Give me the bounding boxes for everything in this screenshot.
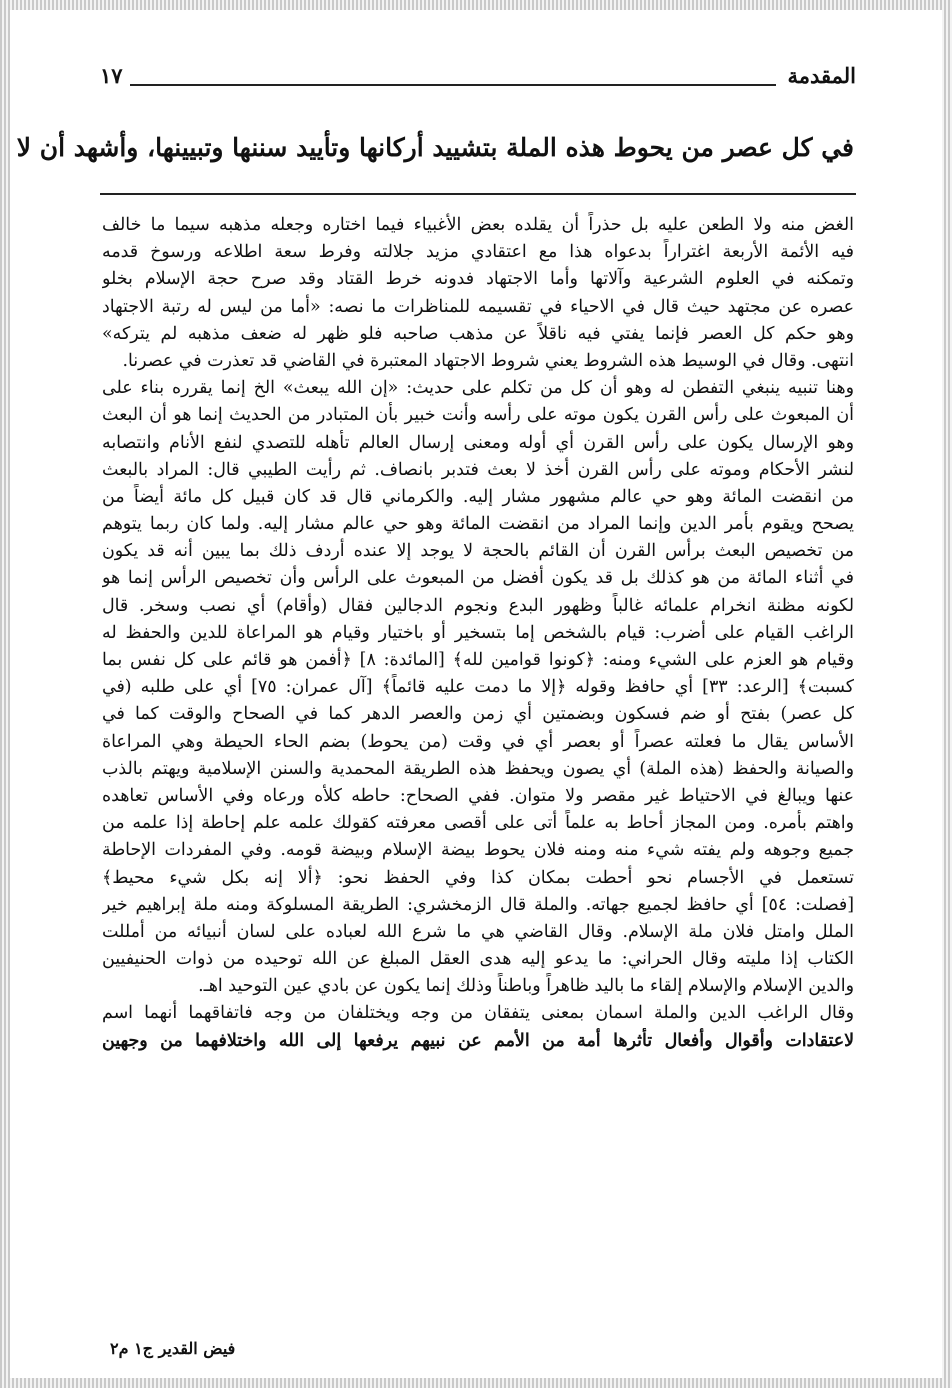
sharh-line: في أثناء المائة من هو كذلك بل قد يكون أفضل من المبعوث على الرأس وأن تخصيص الرأس إنما هو [102, 568, 854, 589]
sharh-line: لاعتقادات وأقوال وأفعال تأثرها أمة من الأمم عن نبيهم يرفعها إلى الله واختلافهما من وجهين [102, 1030, 854, 1051]
matn-sharh-divider [100, 193, 856, 195]
sharh-line: لنشر الأحكام وموته على رأس القرن أخذ لا بعث فتدبر بانصاف. ثم رأيت الطيبي قال: المراد بالبعث [102, 459, 854, 480]
running-header [100, 60, 856, 100]
sharh-line: أن المبعوث على رأس القرن يكون موته على رأسه وأنت خبير بأن المتبادر من الحديث إنما هو أن البعث [102, 405, 854, 426]
page-content [10, 10, 942, 1378]
sharh-line: يصحح ويقوم بأمر الدين وإنما المراد من انقضت المائة وهو حي عالم مشار إليه. ولما كان ربما يتوهم [102, 514, 854, 535]
matn-text: في كل عصر من يحوط هذه الملة بتشييد أركانها وتأييد سننها وتبيينها، وأشهد أن لا [16, 133, 854, 162]
sharh-line: لكونه مظنة انخرام علمائه غالباً وظهور البدع ونجوم الدجالين فقال (وأقام) أي نصب وسخر. قال [102, 595, 854, 616]
sharh-line: انتهى. وقال في الوسيط هذه الشروط يعني شروط الاجتهاد المعتبرة في القاضي قد تعذرت في عصرنا. [122, 350, 854, 371]
sharh-line: وتمكنه في العلوم الشرعية وآلاتها وأما الاجتهاد فدونه خرط القتاد وقد صرح حجة الإسلام بخلو [102, 269, 854, 290]
sharh-line: الراغب القيام على أضرب: قيام بالشخص إما بتسخير أو باختيار وقيام هو المراعاة للدين والحفظ له [102, 622, 854, 643]
sharh-line: من تخصيص البعث برأس القرن أن القائم بالحجة لا يوجد إلا عنده أردف ذلك بما يبين أنه قد يكون [102, 541, 854, 562]
header-rule [130, 84, 776, 86]
sharh-line: تستعمل في الأجسام نحو أحطت بمكان كذا وفي الحفظ نحو: ﴿ألا إنه بكل شيء محيط﴾ [102, 867, 854, 888]
sharh-line: فيه الأئمة الأربعة اغتراراً بدعواه هذا مع اعتقادي مزيد جلالته وفرط سعة اطلاعه ورسوخ قدمه [102, 242, 854, 263]
page-number: ١٧ [100, 63, 123, 88]
sharh-line: وهو حكم كل العصر فإنما يفتي فيه ناقلاً عن مذهب صاحبه فلو ظهر له ضعف مذهبه لم يتركه» [102, 323, 854, 344]
footer-signature: فيض القدير ج١ م٢ [110, 1339, 236, 1358]
sharh-line: عنها ويبالغ في الاحتياط غير مقصر ولا متوان. ففي الصحاح: حاطه كلأه ورعاه وفي الأساس تعاهده [102, 785, 854, 806]
sharh-line: من انقضت المائة وهو حي عالم مشهور مشار إليه. والكرماني قال قد كان قبيل كل مائة أيضاً من [102, 486, 854, 507]
sharh-line: واهتم بأمره. ومن المجاز أحاط به علماً أتى على أقصى معرفته كقولك علمه علم إحاطة إذا علمه من [102, 813, 854, 834]
sharh-line: [فصلت: ٥٤] أي حافظ لجميع جهاته. والملة قال الزمخشري: الطريقة المسلوكة ومنه ملة إبراهيم خير [102, 894, 854, 915]
sharh-line: وهو الإرسال يكون على رأس القرن أي أوله ومعنى إرسال العالم تأهله للتصدي لنفع الأنام وانتصابه [102, 432, 854, 453]
sharh-line: وقيام هو العزم على الشيء ومنه: ﴿كونوا قوامين لله﴾ [المائدة: ٨] ﴿أفمن هو قائم على كل نفس بما [102, 650, 854, 670]
sharh-line: وقال الراغب الدين والملة اسمان بمعنى يتفقان من وجه ويختلفان من وجه فاتفاقهما أنهما اسم [102, 1003, 854, 1024]
sharh-line: الكتاب إذا مليته وقال الحراني: ما يدعو إليه هدى العقل المبلغ عن الله توحيده من ذوات الحنيفيين [102, 949, 854, 970]
sharh-line: وهنا تنبيه ينبغي التفطن له وهو أن كل من تكلم على حديث: «إن الله يبعث» الخ إنما يقرره بناء على [102, 378, 854, 399]
sharh-line: جميع وجوهه ولم يفته شيء منه ومنه فلان يحوط بيضة الإسلام وبيضة قومه. وفي المفردات الإحاطة [102, 840, 854, 861]
sharh-line: الملل وامتل فلان ملة الإسلام. وقال القاضي هي ما شرع الله لعباده على لسان أنبيائه من أمللت [102, 921, 854, 942]
sharh-line: الأساس يقال ما فعلته عصراً أو بعصر أي في وقت (من يحوط) بضم الحاء الحيطة وهي المراعاة [102, 731, 854, 752]
sharh-line: والدين الإسلام والإسلام إلقاء ما باليد ظاهراً وباطناً وذلك إنما يكون عن بادي عين التوحيد اهـ. [198, 976, 854, 997]
sharh-line: عصره عن مجتهد حيث قال في الاحياء في تقسيمه للمناظرات ما نصه: «أما من ليس له رتبة الاجتهاد [102, 296, 854, 317]
sharh-line: كل عصر) بفتح أو ضم فسكون وبضمتين أي زمن والعصر الدهر كما في الصحاح والوقت كما في [102, 704, 854, 725]
sharh-line: الغض منه ولا الطعن عليه بل حذراً أن يقلده بعض الأغبياء فيما اختاره وجعله مذهبه سيما ما خالف [102, 215, 854, 235]
sharh-commentary [102, 212, 854, 1055]
sharh-line: والصيانة والحفظ (هذه الملة) أي يصون ويحفظ هذه الطريقة المحمدية والسنن الإسلامية ويهتم بالذب [102, 758, 854, 779]
sharh-line: كسبت﴾ [الرعد: ٣٣] أي حافظ وقوله ﴿إلا ما دمت عليه قائماً﴾ [آل عمران: ٧٥] أي على طلبه (في [102, 677, 854, 698]
chapter-title: المقدمة [779, 60, 856, 92]
